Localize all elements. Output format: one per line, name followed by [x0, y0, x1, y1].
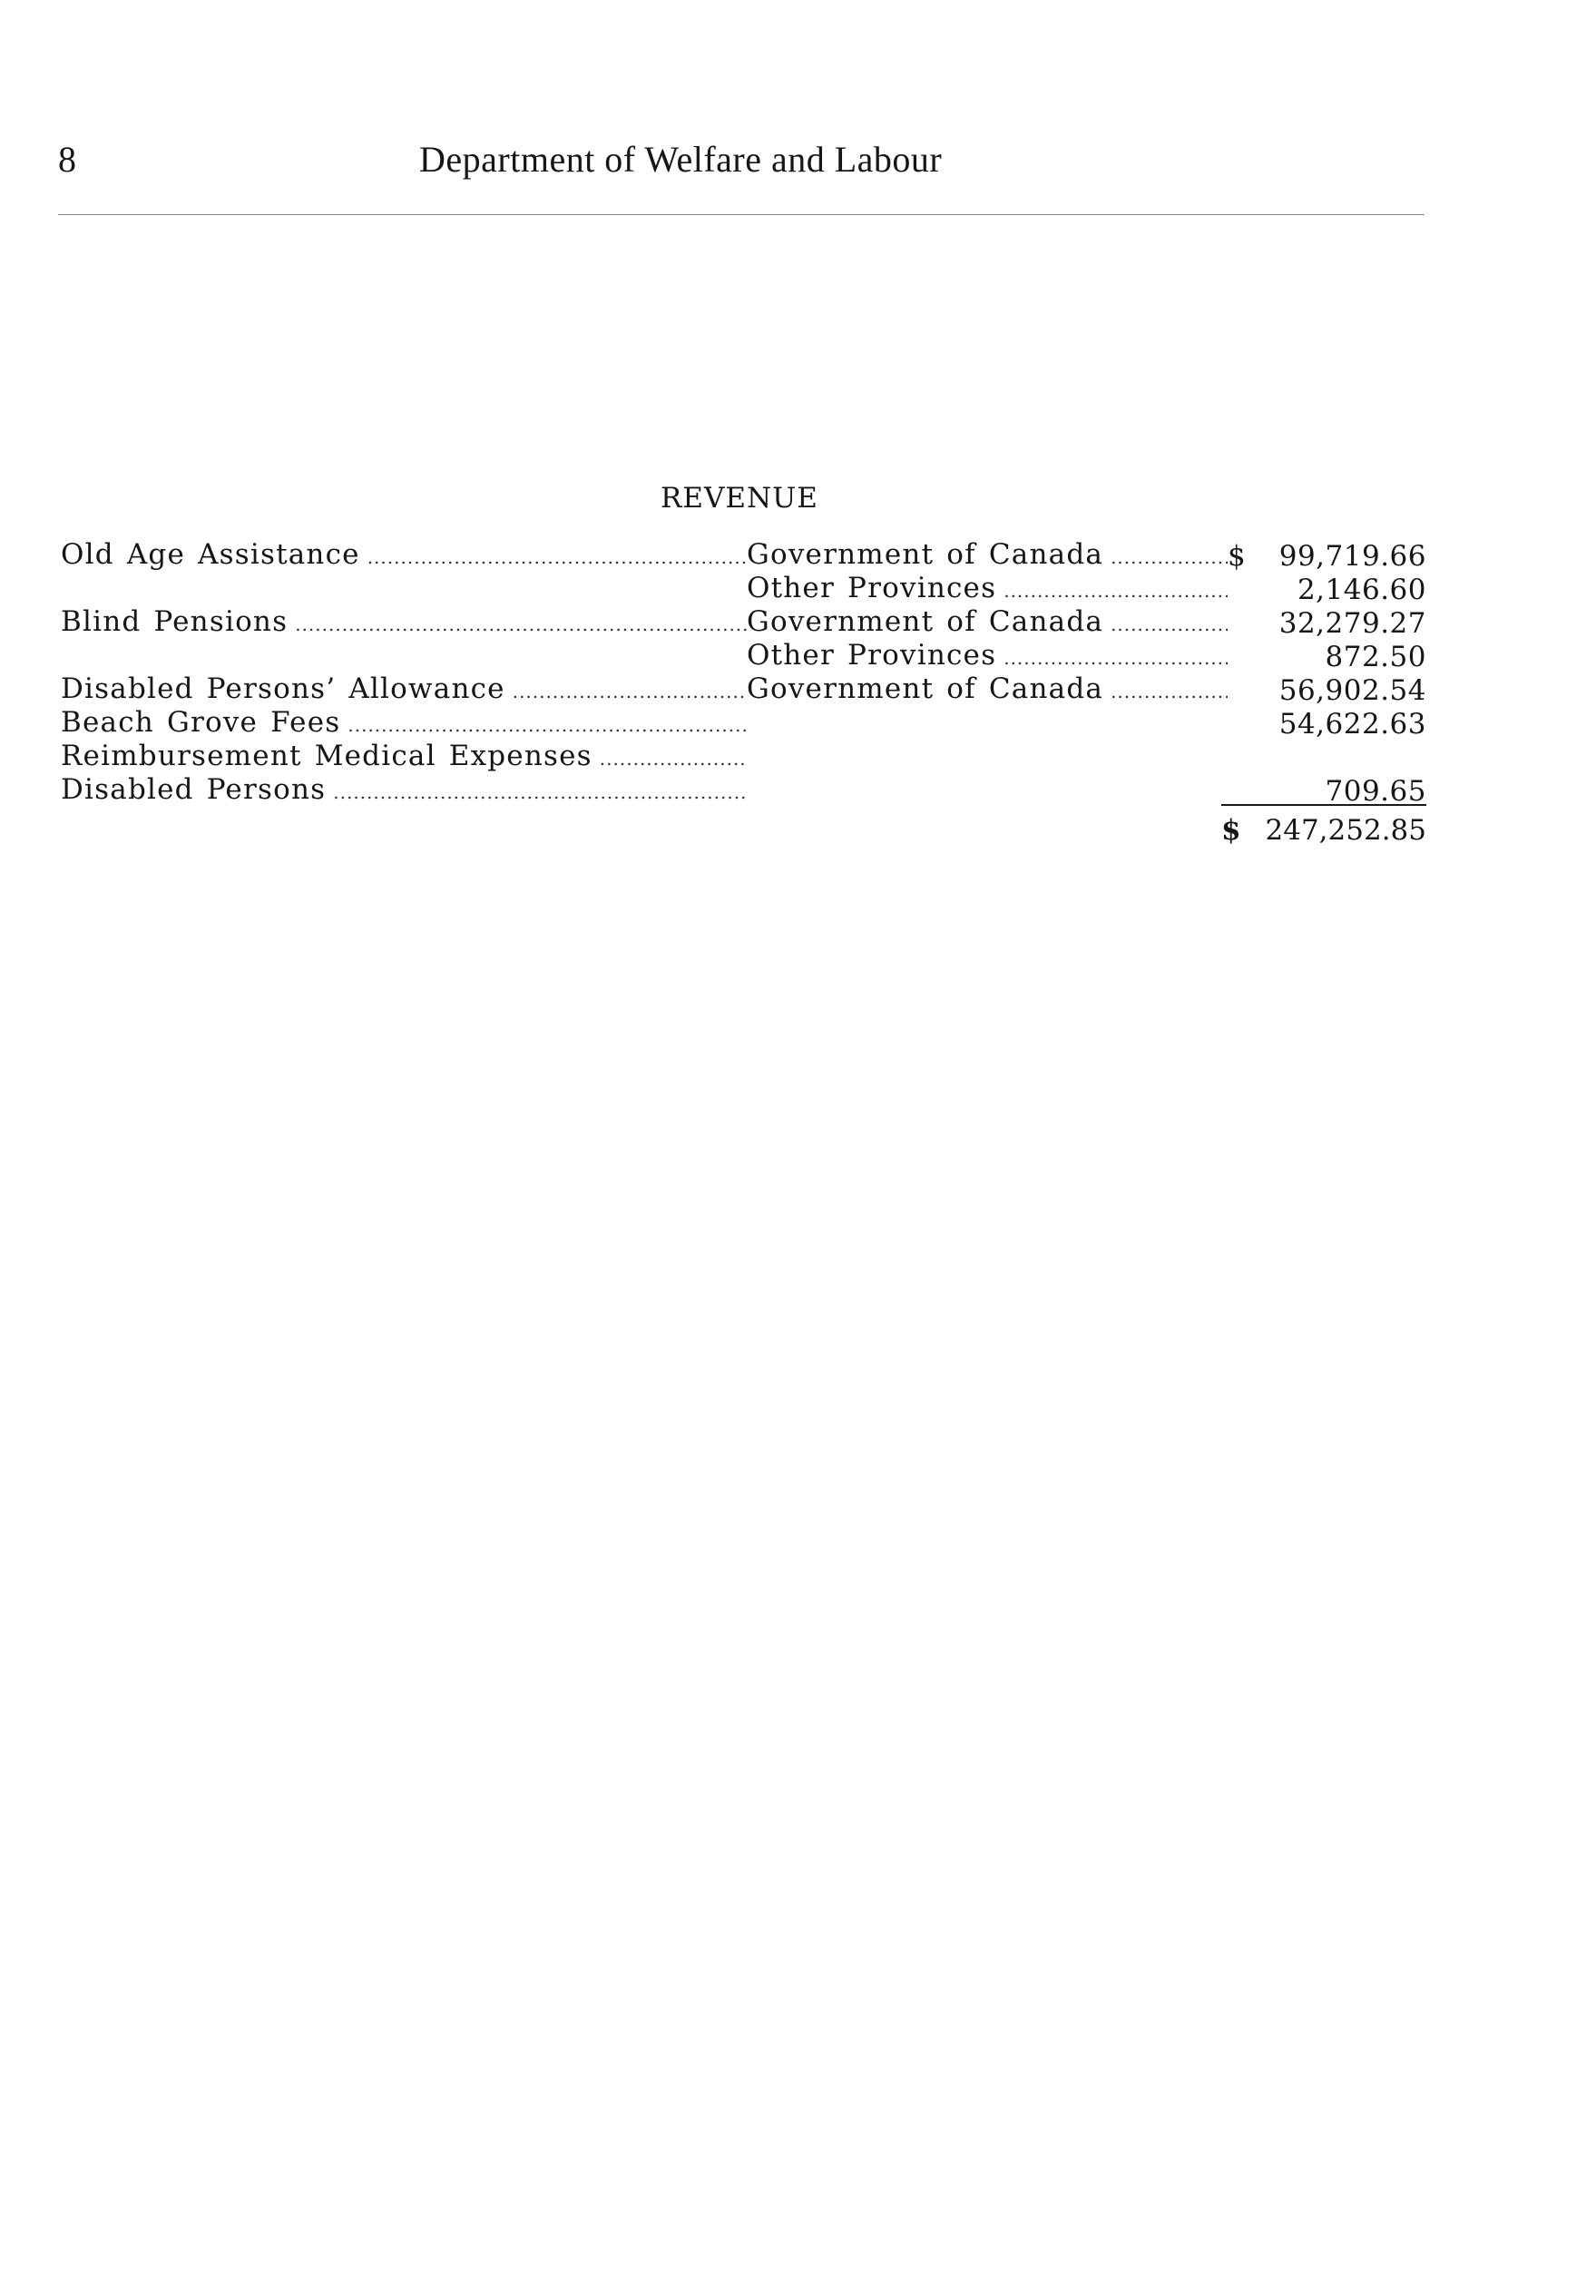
- row-source: Government of Canada: [747, 673, 1104, 705]
- row-item: Old Age Assistance: [61, 539, 360, 571]
- dot-leader: [333, 777, 747, 808]
- row-item: Beach Grove Fees: [61, 707, 341, 739]
- row-source: Government of Canada: [747, 606, 1104, 638]
- revenue-table: [61, 539, 1426, 808]
- dot-leader: [1111, 676, 1228, 707]
- row-amount: 56,902.54: [1278, 673, 1426, 707]
- dot-leader: [1111, 542, 1228, 573]
- table-row: [61, 573, 1426, 606]
- running-head-title: Department of Welfare and Labour: [419, 139, 943, 180]
- row-amount: 2,146.60: [1297, 573, 1426, 606]
- row-amount: 32,279.27: [1278, 606, 1426, 640]
- table-row: [61, 539, 1426, 573]
- row-amount: 872.50: [1325, 640, 1426, 673]
- table-row: [61, 673, 1426, 707]
- table-row: [61, 774, 1426, 808]
- section-title: REVENUE: [661, 482, 818, 515]
- dot-leader: [513, 676, 747, 707]
- row-amount: 54,622.63: [1278, 707, 1426, 741]
- table-row: [61, 741, 1426, 774]
- row-source: Government of Canada: [747, 539, 1104, 571]
- dot-leader: [1111, 609, 1228, 640]
- total-rule: [1221, 804, 1426, 806]
- row-item: Blind Pensions: [61, 606, 289, 638]
- table-row: [61, 707, 1426, 741]
- header-rule: [58, 214, 1425, 215]
- total-line: [1221, 815, 1426, 846]
- row-amount: 709.65: [1325, 774, 1426, 808]
- dot-leader: [1004, 575, 1228, 606]
- row-item: Disabled Persons’ Allowance: [61, 673, 505, 705]
- dot-leader: [295, 609, 747, 640]
- table-row: [61, 606, 1426, 640]
- row-item: Reimbursement Medical Expenses: [61, 741, 592, 772]
- total-dollar-sign: $: [1221, 814, 1241, 847]
- row-source: Other Provinces: [747, 573, 997, 604]
- row-dollar: $: [1228, 539, 1246, 573]
- row-amount: 99,719.66: [1278, 539, 1426, 573]
- dot-leader: [600, 743, 747, 774]
- table-row: [61, 640, 1426, 673]
- dot-leader: [367, 542, 747, 573]
- row-item: Disabled Persons: [61, 774, 327, 806]
- page-number: 8: [58, 139, 76, 180]
- dot-leader: [1004, 643, 1228, 673]
- total-amount: 247,252.85: [1265, 814, 1426, 847]
- dot-leader: [348, 710, 747, 741]
- row-source: Other Provinces: [747, 640, 997, 672]
